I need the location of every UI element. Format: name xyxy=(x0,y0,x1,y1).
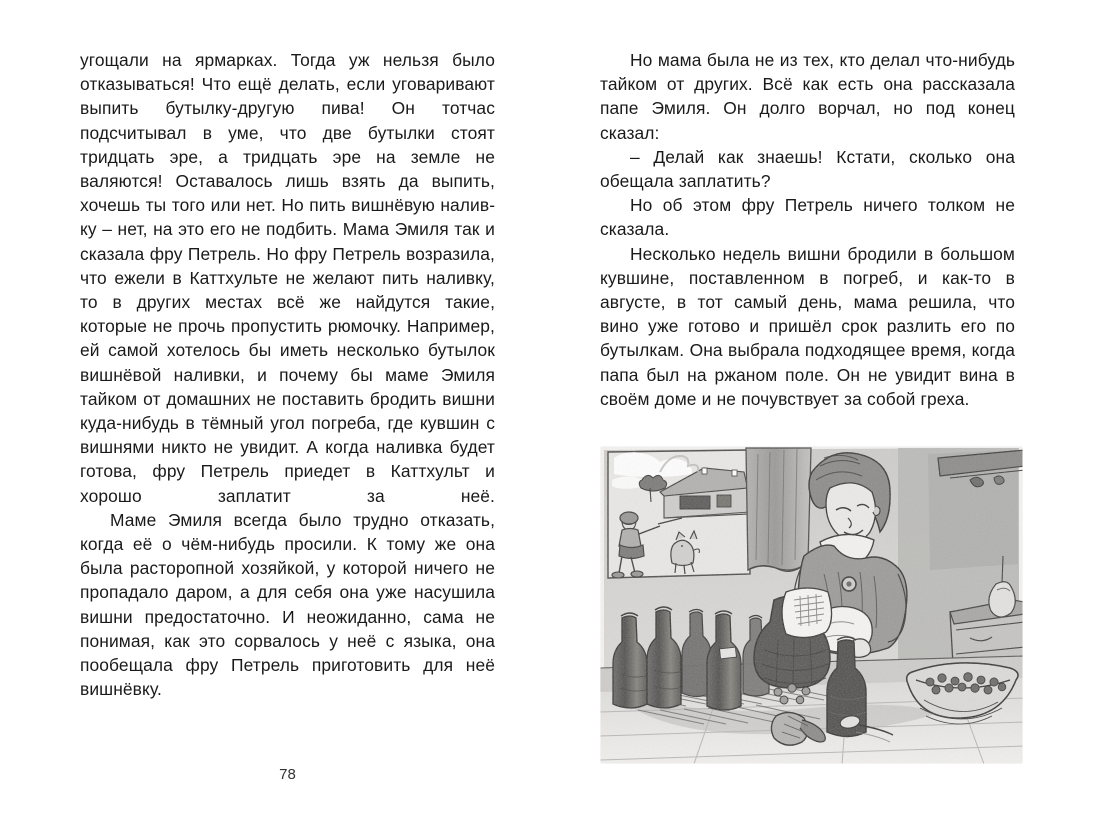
farmhouse-window xyxy=(717,495,731,507)
illustration xyxy=(598,444,1025,766)
text-column-right xyxy=(600,48,1015,411)
bottle-label xyxy=(720,647,737,659)
paragraph: – Делай как знаешь! Кстати, сколько она обещала заплатить? xyxy=(600,146,1015,192)
demijohn-cloth xyxy=(782,588,832,638)
chimney xyxy=(732,470,737,476)
shelf-object xyxy=(994,476,1004,484)
illustration-drawing xyxy=(598,444,1025,766)
window xyxy=(608,450,750,578)
paragraph: Но об этом фру Петрель ничего толком не сказала. xyxy=(600,195,1015,240)
boy-shirt xyxy=(619,529,641,549)
pig-eye xyxy=(681,545,683,547)
boy-trousers xyxy=(619,545,644,559)
chimney xyxy=(702,468,707,474)
paragraph: угощали на ярмарках. Тогда уж нельзя было отказываться! Что ещё делать, если уговаривают выпить бутылку-другую пива! Он тотчас подсчитывал в уме, что две бутылки стоят тридцать эре, а тридцать эре на земле не валяются! Оставалось лишь взять да выпить, хочешь ты того или нет. Но пить вишнёвую наливку – нет, на это его не подбить. Мама Эмиля так и сказала фру Петрель. Но фру Петрель возразила, что ежели в Каттхульте не желают пить наливку, то в других местах всё же найдутся такие, которые не прочь пропустить рюмочку. Например, ей самой хотелось бы иметь несколько бутылок вишнёвой наливки, и почему бы маме Эмиля тайком от домашних не поставить бродить вишни куда-нибудь в тёмный угол погреба, где кувшин с вишнями никто не увидит. А когда наливка будет готова, фру Петрель приедет в Каттхульт и хорошо заплатит за неё. xyxy=(80,50,495,506)
boy-shoe xyxy=(612,572,624,578)
boy-shoe xyxy=(631,571,643,577)
paragraph: Несколько недель вишни бродили в большом кувшине, поставленном в погреб, и как-то в августе, в тот самый день, мама решила, что вино уже готово и пришёл срок разлить его по бутылкам. Она выбрала подходящее время, когда папа был на ржаном поле. Он не увидит вина в своём доме и не почувствует за собой греха. xyxy=(600,243,1015,409)
farmhouse-window xyxy=(680,496,710,509)
page-number: 78 xyxy=(279,766,296,783)
pig-body xyxy=(671,540,694,565)
curtain xyxy=(746,448,811,571)
text-column-left xyxy=(80,48,495,701)
paragraph: Маме Эмиля всегда было трудно отказать, когда её о чём-нибудь просили. К тому же она была расторопной хозяйкой, у которой ничего не пропадало даром, а для себя она уже насушила вишни предостаточно. И неожиданно, сама не понимая, как это сорвалось у неё с языка, она пообещала фру Петрель приготовить для неё вишнёвку. xyxy=(80,509,495,700)
brooch-center xyxy=(846,581,851,586)
paragraph: Но мама была не из тех, кто делал что-нибудь тайком от других. Всё как есть она рассказала папе Эмиля. Он долго ворчал, но под конец сказал: xyxy=(600,50,1015,143)
